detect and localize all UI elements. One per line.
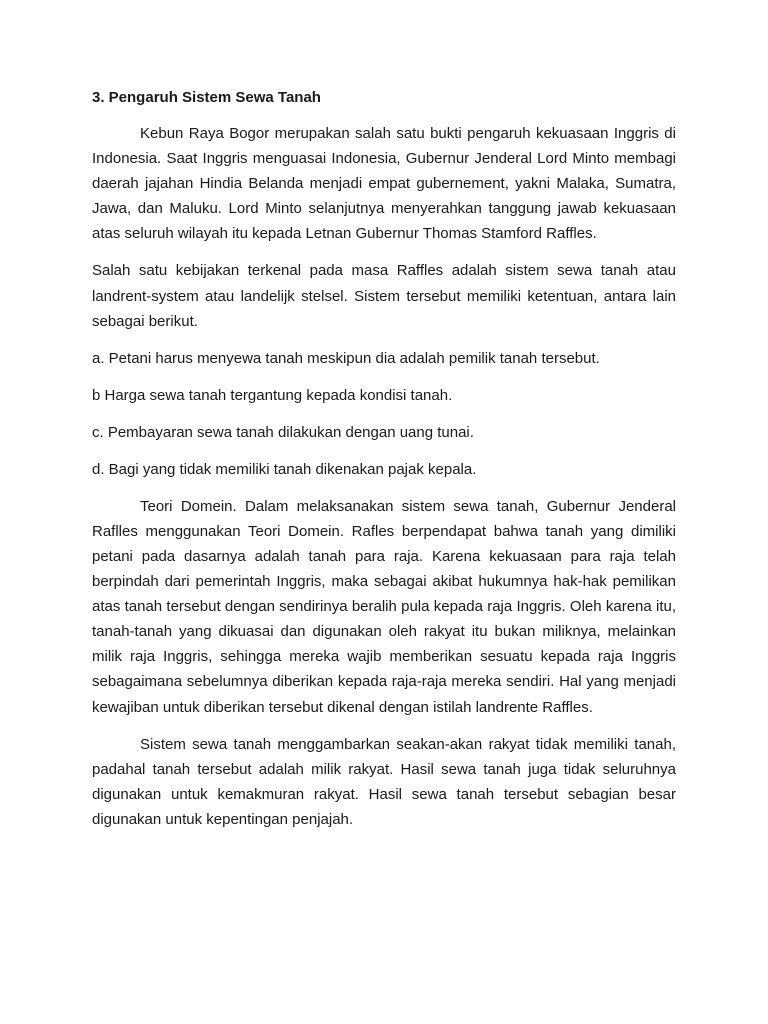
list-item-d: d. Bagi yang tidak memiliki tanah dikenakan pajak kepala. bbox=[92, 460, 477, 478]
section-heading: 3. Pengaruh Sistem Sewa Tanah bbox=[92, 89, 321, 106]
list-item-b: b Harga sewa tanah tergantung kepada kondisi tanah. bbox=[92, 386, 453, 404]
document-page bbox=[92, 85, 676, 844]
list-item-c: c. Pembayaran sewa tanah dilakukan dengan uang tunai. bbox=[92, 423, 474, 441]
paragraph-sewa-tanah-intro: Salah satu kebijakan terkenal pada masa Raffles adalah sistem sewa tanah atau landrent-system atau landelijk stelsel. Sistem tersebut memiliki ketentuan, antara lain sebagai berikut. bbox=[92, 262, 676, 330]
list-item-a: a. Petani harus menyewa tanah meskipun dia adalah pemilik tanah tersebut. bbox=[92, 349, 600, 367]
paragraph-kebun-raya: Kebun Raya Bogor merupakan salah satu bukti pengaruh kekuasaan Inggris di Indonesia. Saat Inggris menguasai Indonesia, Gubernur Jenderal Lord Minto membagi daerah jajahan Hindia Belanda menjadi empat gubernement, yakni Malaka, Sumatra, Jawa, dan Maluku. Lord Minto selanjutnya menyerahkan tanggung jawab kekuasaan atas seluruh wilayah itu kepada Letnan Gubernur Thomas Stamford Raffles. bbox=[92, 125, 676, 243]
paragraph-teori-domein: Teori Domein. Dalam melaksanakan sistem sewa tanah, Gubernur Jenderal Raflles menggunakan Teori Domein. Rafles berpendapat bahwa tanah yang dimiliki petani pada dasarnya adalah tanah para raja. Karena kekuasaan para raja telah berpindah dari pemerintah Inggris, maka sebagai akibat hukumnya hak-hak pemilikan atas tanah tersebut dengan sendirinya beralih pula kepada raja Inggris. Oleh karena itu, tanah-tanah yang dikuasai dan digunakan oleh rakyat itu bukan miliknya, melainkan milik raja Inggris, sehingga mereka wajib memberikan sesuatu kepada raja Inggris sebagaimana sebelumnya diberikan kepada raja-raja mereka sendiri. Hal yang menjadi kewajiban untuk diberikan tersebut dikenal dengan istilah landrente Raffles. bbox=[92, 497, 676, 716]
paragraph-penjajah: Sistem sewa tanah menggambarkan seakan-akan rakyat tidak memiliki tanah, padahal tanah tersebut adalah milik rakyat. Hasil sewa tanah juga tidak seluruhnya digunakan untuk kemakmuran rakyat. Hasil sewa tanah tersebut sebagian besar digunakan untuk kepentingan penjajah. bbox=[92, 735, 676, 828]
